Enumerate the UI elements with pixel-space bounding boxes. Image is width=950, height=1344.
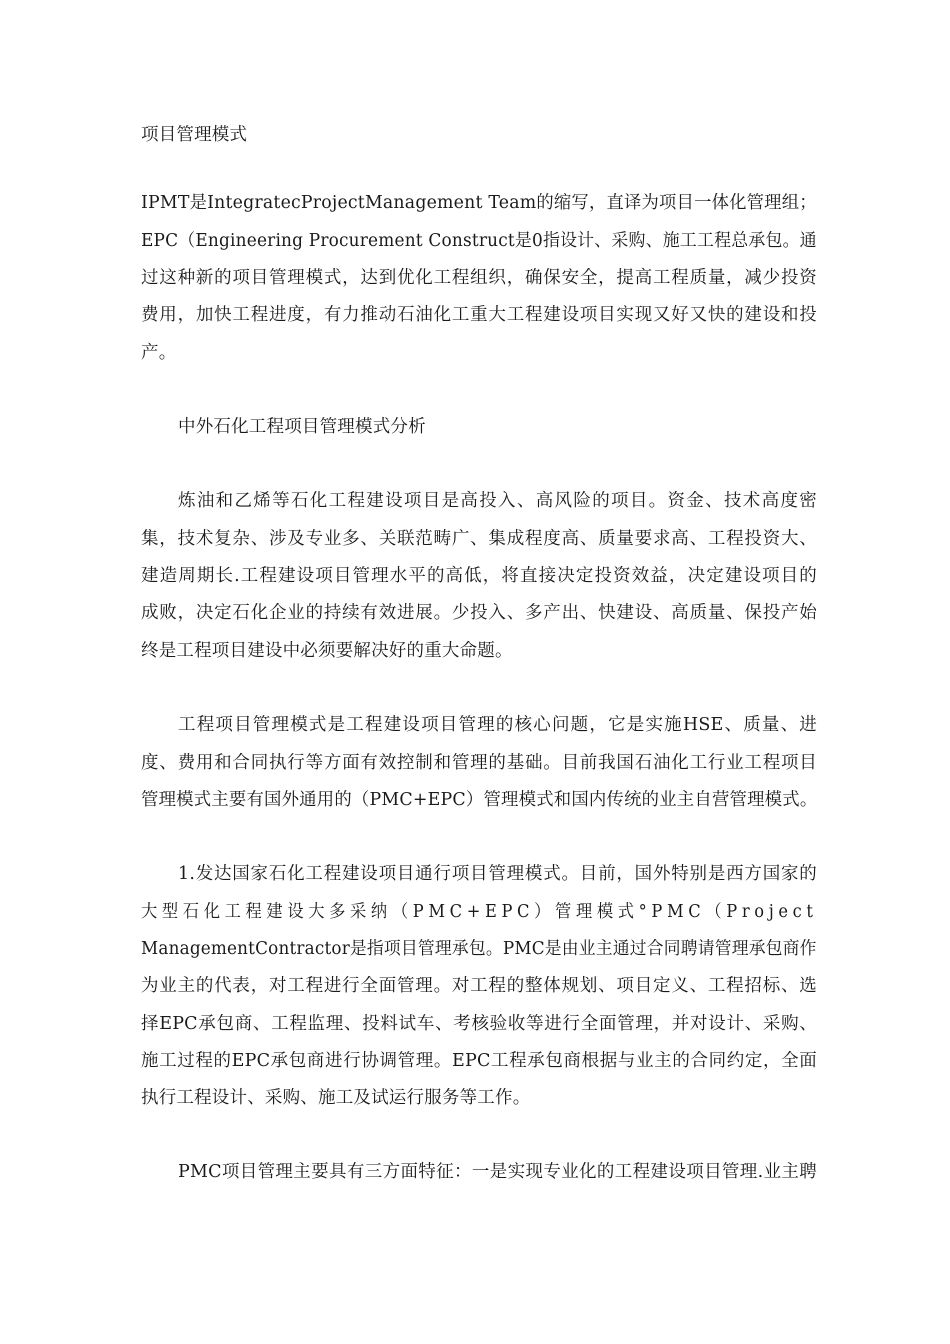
intro-line: 过这种新的项目管理模式，达到优化工程组织，确保安全，提高工程质量，减少投资 [141,268,817,288]
paragraph-line: 管理模式主要有国外通用的（PMC+EPC）管理模式和国内传统的业主自营管理模式。 [141,790,818,810]
intro-line: 费用，加快工程进度，有力推动石油化工重大工程建设项目实现又好又快的建设和投 [141,305,817,325]
paragraph-line: 大型石化工程建设大多采纳（PMC+EPC）管理模式°PMC（Project [141,902,818,922]
intro-line: IPMT是IntegratecProjectManagement Team的缩写，直译为项目一体化管理组； [141,193,817,213]
paragraph-line: 炼油和乙烯等石化工程建设项目是高投入、高风险的项目。资金、技术高度密 [178,491,817,511]
paragraph-line: 为业主的代表，对工程进行全面管理。对工程的整体规划、项目定义、工程招标、选 [141,976,817,996]
paragraph-line: 1.发达国家石化工程建设项目通行项目管理模式。目前，国外特别是西方国家的 [178,864,817,884]
section-subtitle: 中外石化工程项目管理模式分析 [178,417,426,437]
paragraph-line: 成败，决定石化企业的持续有效进展。少投入、多产出、快建设、高质量、保投产始 [141,603,817,623]
doc-title: 项目管理模式 [141,125,248,145]
paragraph-line: 建造周期长.工程建设项目管理水平的高低，将直接决定投资效益，决定建设项目的 [141,566,817,586]
paragraph-line: ManagementContractor是指项目管理承包。PMC是由业主通过合同聘请管理承包商作 [141,939,817,959]
paragraph-line: 终是工程项目建设中必须要解决好的重大命题。 [141,641,513,661]
paragraph-line: 集，技术复杂、涉及专业多、关联范畴广、集成程度高、质量要求高、工程投资大、 [141,529,817,549]
paragraph-line: 施工过程的EPC承包商进行协调管理。EPC工程承包商根据与业主的合同约定，全面 [141,1051,817,1071]
intro-line: EPC（Engineering Procurement Construct是0指设计、采购、施工工程总承包。通 [141,231,817,251]
paragraph-line: 工程项目管理模式是工程建设项目管理的核心问题，它是实施HSE、质量、进 [178,715,817,735]
paragraph-line: 执行工程设计、采购、施工及试运行服务等工作。 [141,1088,531,1108]
paragraph-line: 择EPC承包商、工程监理、投料试车、考核验收等进行全面管理，并对设计、采购、 [141,1014,817,1034]
paragraph-line: 度、费用和合同执行等方面有效控制和管理的基础。目前我国石油化工行业工程项目 [141,753,817,773]
intro-line: 产。 [141,343,177,363]
paragraph-line: PMC项目管理主要具有三方面特征：一是实现专业化的工程建设项目管理.业主聘 [178,1162,817,1182]
